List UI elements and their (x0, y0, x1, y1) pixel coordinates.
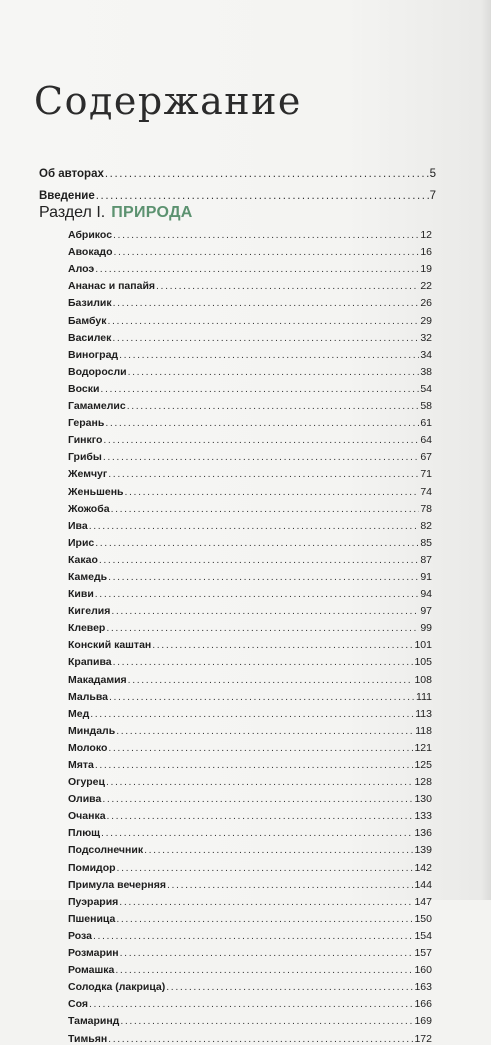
toc-entry (68, 754, 432, 771)
dot-leader (95, 537, 419, 549)
toc-entry (68, 395, 432, 412)
toc-entry-title: Клевер (68, 622, 106, 635)
toc-entry (68, 686, 432, 703)
toc-entry (68, 891, 432, 908)
toc-entry-page: 78 (420, 502, 432, 515)
toc-entry-page: 163 (414, 981, 432, 994)
toc-entry-list (68, 224, 432, 1045)
toc-entry (68, 720, 432, 737)
dot-leader (89, 998, 413, 1010)
toc-entry (68, 976, 432, 993)
dot-leader (93, 930, 414, 942)
toc-entry-page: 74 (420, 485, 432, 498)
toc-entry (39, 180, 436, 202)
front-matter-list (39, 158, 436, 202)
toc-entry (68, 583, 432, 600)
dot-leader (125, 486, 420, 498)
toc-entry-title: Грибы (68, 451, 102, 464)
toc-entry (68, 600, 432, 617)
page-title: Содержание (34, 79, 302, 123)
toc-entry-page: 97 (420, 605, 432, 618)
toc-entry-page: 82 (420, 519, 432, 532)
toc-entry-page: 125 (414, 759, 432, 771)
toc-entry-title: Роза (68, 929, 92, 942)
toc-entry-page: 34 (420, 348, 432, 361)
dot-leader (113, 297, 420, 309)
toc-entry (68, 1010, 432, 1027)
dot-leader (103, 434, 419, 446)
toc-entry-title: Солодка (лакрица) (68, 981, 166, 994)
toc-entry-page: 130 (414, 793, 432, 806)
toc-entry-title: Какао (68, 553, 98, 566)
toc-entry-page: 128 (414, 776, 432, 789)
toc-entry-title: Миндаль (68, 724, 116, 737)
toc-entry (68, 327, 432, 344)
toc-entry (68, 908, 432, 925)
toc-entry-page: 154 (414, 929, 432, 942)
toc-entry-title: Василек (68, 331, 112, 344)
toc-entry (68, 617, 432, 634)
toc-entry-page: 166 (414, 998, 432, 1011)
dot-leader (116, 725, 414, 737)
dot-leader (107, 315, 419, 327)
toc-entry (68, 874, 432, 891)
dot-leader (89, 520, 420, 532)
toc-entry-title: Ива (68, 519, 88, 532)
toc-entry (39, 158, 436, 180)
toc-entry (68, 651, 432, 668)
toc-entry (68, 959, 432, 976)
dot-leader (108, 1033, 413, 1045)
toc-entry-title: Ирис (68, 536, 95, 549)
toc-entry-title: Бамбук (68, 314, 107, 327)
dot-leader (95, 759, 414, 771)
toc-entry-title: Герань (68, 417, 105, 430)
toc-entry-page: 94 (420, 588, 432, 601)
toc-entry-page: 172 (414, 1032, 432, 1045)
toc-entry-title: Абрикос (68, 229, 113, 242)
toc-entry-title: Огурец (68, 776, 105, 789)
dot-leader (120, 1015, 413, 1027)
toc-entry-page: 105 (414, 656, 432, 669)
toc-entry-page: 101 (414, 639, 432, 652)
toc-entry-page: 108 (414, 673, 432, 686)
dot-leader (111, 605, 419, 617)
toc-entry (68, 856, 432, 873)
dot-leader (119, 349, 419, 361)
toc-entry-title: Гамамелис (68, 400, 126, 413)
toc-entry-page: 157 (414, 947, 432, 960)
toc-entry-title: Примула вечерняя (68, 878, 167, 891)
toc-entry-title: Гинкго (68, 434, 103, 447)
part-name: ПРИРОДА (111, 204, 193, 221)
toc-entry (68, 668, 432, 685)
dot-leader (103, 451, 419, 463)
toc-entry-title: Очанка (68, 810, 106, 823)
toc-entry (68, 429, 432, 446)
toc-entry (68, 480, 432, 497)
toc-entry-page: 19 (420, 263, 432, 276)
dot-leader (108, 468, 419, 480)
toc-entry (68, 361, 432, 378)
toc-entry-title: Макадамия (68, 673, 127, 686)
toc-entry-title: Крапива (68, 656, 112, 669)
toc-entry-title: Введение (39, 190, 95, 202)
dot-leader (119, 896, 413, 908)
toc-entry-title: Розмарин (68, 947, 119, 960)
toc-entry-title: Мед (68, 707, 90, 720)
toc-entry-page: 67 (420, 451, 432, 464)
dot-leader (109, 691, 415, 703)
toc-entry (68, 737, 432, 754)
toc-entry (68, 463, 432, 480)
toc-entry-title: Ромашка (68, 964, 115, 977)
dot-leader (115, 964, 413, 976)
toc-entry-page: 26 (420, 297, 432, 310)
dot-leader (95, 588, 420, 600)
toc-entry-title: Тамаринд (68, 1015, 120, 1028)
toc-entry (68, 224, 432, 241)
toc-entry (68, 344, 432, 361)
toc-entry (68, 993, 432, 1010)
toc-entry (68, 412, 432, 429)
dot-leader (111, 503, 420, 515)
toc-entry-page: 91 (420, 570, 432, 583)
toc-entry (68, 805, 432, 822)
dot-leader (116, 913, 413, 925)
toc-entry (68, 566, 432, 583)
toc-entry-title: Плющ (68, 827, 101, 840)
toc-entry-title: Конский каштан (68, 639, 152, 652)
toc-entry (68, 241, 432, 258)
dot-leader (117, 862, 414, 874)
toc-entry (68, 549, 432, 566)
toc-entry (68, 634, 432, 651)
toc-entry-title: Молоко (68, 741, 108, 754)
toc-entry-title: Тимьян (68, 1032, 108, 1045)
dot-leader (114, 246, 420, 258)
dot-leader (99, 554, 419, 566)
toc-entry-page: 118 (415, 724, 432, 737)
toc-entry-page: 150 (414, 912, 432, 925)
toc-entry-page: 71 (420, 468, 432, 481)
toc-entry-title: Женьшень (68, 485, 124, 498)
toc-entry-title: Подсолнечник (68, 844, 144, 857)
page-edge-shadow (481, 0, 491, 900)
toc-entry-title: Об авторах (39, 168, 104, 180)
toc-entry-title: Воски (68, 382, 100, 395)
toc-entry-page: 147 (414, 895, 432, 908)
toc-entry-page: 61 (420, 417, 432, 430)
part-label: Раздел I. (39, 204, 106, 221)
toc-entry-page: 58 (420, 400, 432, 413)
toc-entry-page: 144 (414, 878, 432, 891)
dot-leader (105, 417, 419, 429)
toc-entry-title: Виноград (68, 348, 119, 361)
toc-entry-page: 111 (416, 690, 432, 703)
toc-entry-title: Жожоба (68, 502, 110, 515)
toc-entry-page: 136 (414, 827, 432, 840)
dot-leader (156, 280, 419, 292)
toc-entry-page: 64 (420, 434, 432, 447)
toc-entry-title: Соя (68, 998, 88, 1011)
toc-entry-title: Водоросли (68, 365, 127, 378)
toc-entry-page: 142 (414, 861, 432, 874)
toc-entry-title: Мальва (68, 690, 108, 703)
toc-entry-title: Олива (68, 793, 102, 806)
dot-leader (166, 981, 413, 993)
dot-leader (152, 639, 413, 651)
toc-entry (68, 839, 432, 856)
toc-entry (68, 788, 432, 805)
toc-entry-page: 121 (414, 741, 432, 754)
dot-leader (107, 810, 414, 822)
toc-entry-page: 12 (420, 229, 432, 242)
toc-entry-page: 139 (414, 844, 432, 857)
toc-entry-page: 99 (420, 622, 432, 635)
dot-leader (112, 332, 419, 344)
toc-entry-title: Киви (68, 588, 94, 601)
toc-entry (68, 532, 432, 549)
toc-entry-page: 38 (420, 365, 432, 378)
dot-leader (113, 229, 419, 241)
toc-entry-title: Пуэрария (68, 895, 119, 908)
toc-entry-page: 7 (429, 190, 436, 202)
dot-leader (128, 674, 414, 686)
toc-entry (68, 703, 432, 720)
toc-entry-title: Алоэ (68, 263, 95, 276)
toc-entry-title: Жемчуг (68, 468, 108, 481)
dot-leader (167, 879, 413, 891)
dot-leader (106, 776, 414, 788)
toc-entry-page: 133 (414, 810, 432, 823)
toc-entry-page: 113 (415, 707, 432, 720)
part-heading (39, 203, 193, 223)
toc-entry-page: 169 (414, 1015, 432, 1028)
dot-leader (106, 622, 419, 634)
dot-leader (144, 844, 413, 856)
toc-entry (68, 925, 432, 942)
dot-leader (113, 656, 414, 668)
toc-entry-title: Авокадо (68, 246, 113, 259)
dot-leader (108, 742, 413, 754)
toc-entry (68, 942, 432, 959)
toc-entry (68, 275, 432, 292)
toc-entry-title: Ананас и папайя (68, 280, 156, 293)
toc-entry-title: Мята (68, 759, 94, 771)
toc-entry-title: Камедь (68, 570, 108, 583)
toc-entry-page: 5 (429, 168, 436, 180)
toc-entry-page: 16 (420, 246, 432, 259)
toc-entry-title: Базилик (68, 297, 112, 310)
toc-entry-page: 160 (414, 964, 432, 977)
toc-entry-title: Кигелия (68, 605, 111, 618)
toc-entry (68, 292, 432, 309)
toc-entry-title: Помидор (68, 861, 116, 874)
toc-entry (68, 378, 432, 395)
dot-leader (102, 793, 413, 805)
toc-entry-page: 87 (420, 553, 432, 566)
toc-entry-page: 54 (420, 382, 432, 395)
toc-entry-page: 32 (420, 331, 432, 344)
dot-leader (95, 263, 419, 275)
dot-leader (101, 827, 413, 839)
dot-leader (127, 400, 420, 412)
dot-leader (128, 366, 420, 378)
toc-entry-page: 29 (420, 314, 432, 327)
dot-leader (120, 947, 414, 959)
toc-entry (68, 446, 432, 463)
toc-entry (68, 1027, 432, 1044)
toc-entry (68, 258, 432, 275)
toc-entry-page: 22 (420, 280, 432, 293)
dot-leader (96, 190, 429, 202)
dot-leader (100, 383, 419, 395)
toc-entry-title: Пшеница (68, 912, 116, 925)
toc-entry-page: 85 (420, 536, 432, 549)
toc-entry (68, 309, 432, 326)
dot-leader (90, 708, 414, 720)
toc-entry (68, 771, 432, 788)
toc-entry (68, 822, 432, 839)
dot-leader (105, 168, 429, 180)
toc-entry (68, 515, 432, 532)
dot-leader (108, 571, 419, 583)
toc-entry (68, 498, 432, 515)
